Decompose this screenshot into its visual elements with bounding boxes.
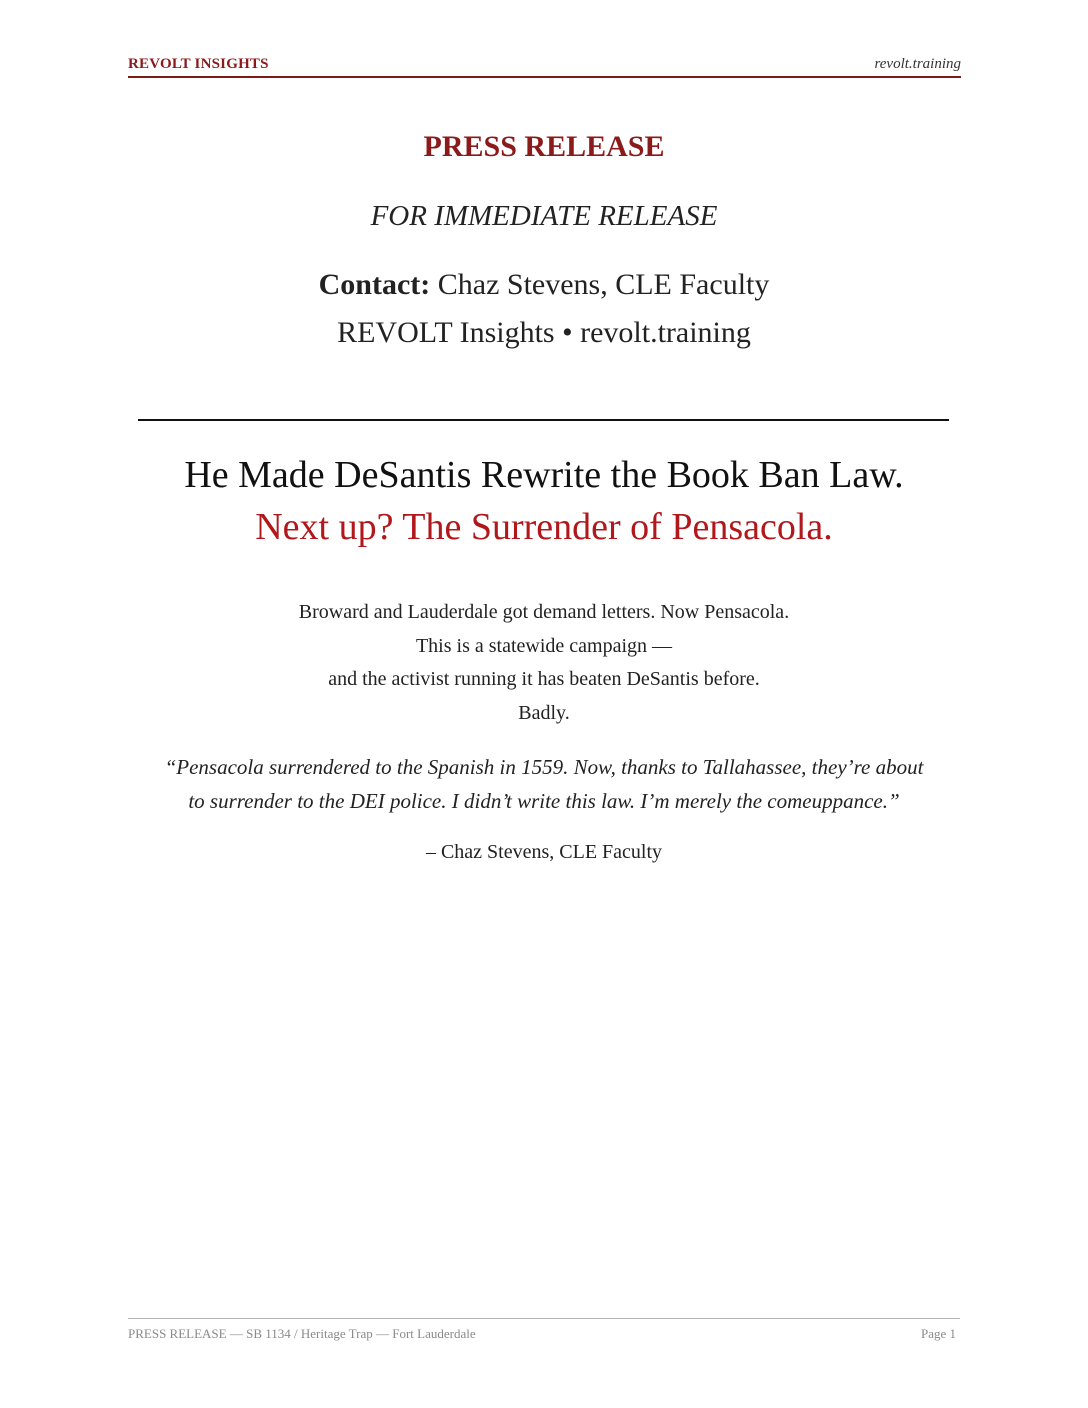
pull-quote: [128, 750, 960, 818]
body-text: [0, 596, 1088, 730]
organization-line: REVOLT Insights • revolt.training: [337, 316, 751, 349]
press-release-label: PRESS RELEASE: [423, 130, 665, 163]
headline: He Made DeSantis Rewrite the Book Ban Law.: [184, 454, 904, 496]
page-footer: [128, 1318, 960, 1341]
body-line: and the activist running it has beaten DeSantis before.: [328, 668, 760, 690]
brand-name: REVOLT INSIGHTS: [128, 56, 269, 72]
quote-attribution: – Chaz Stevens, CLE Faculty: [425, 841, 663, 863]
contact-value: Chaz Stevens, CLE Faculty: [430, 268, 770, 301]
subheadline: Next up? The Surrender of Pensacola.: [255, 506, 833, 548]
body-line: Badly.: [518, 701, 570, 724]
body-line: Broward and Lauderdale got demand letters. Now Pensacola.: [298, 601, 790, 623]
quote-line: to surrender to the DEI police. I didn’t write this law. I’m merely the comeuppance.”: [188, 789, 900, 813]
page-number: Page 1: [920, 1326, 956, 1341]
contact-label: Contact:: [318, 268, 431, 301]
body-line: This is a statewide campaign —: [415, 634, 673, 657]
page-header: [128, 56, 961, 78]
divider-rule: [138, 419, 949, 421]
contact-line: [0, 268, 1088, 302]
site-url: revolt.training: [874, 56, 961, 72]
quote-line: “Pensacola surrendered to the Spanish in 1559. Now, thanks to Tallahassee, they’re about: [164, 755, 924, 779]
release-timing: FOR IMMEDIATE RELEASE: [370, 200, 718, 232]
footer-title: PRESS RELEASE — SB 1134 / Heritage Trap — Fort Lauderdale: [128, 1326, 476, 1341]
